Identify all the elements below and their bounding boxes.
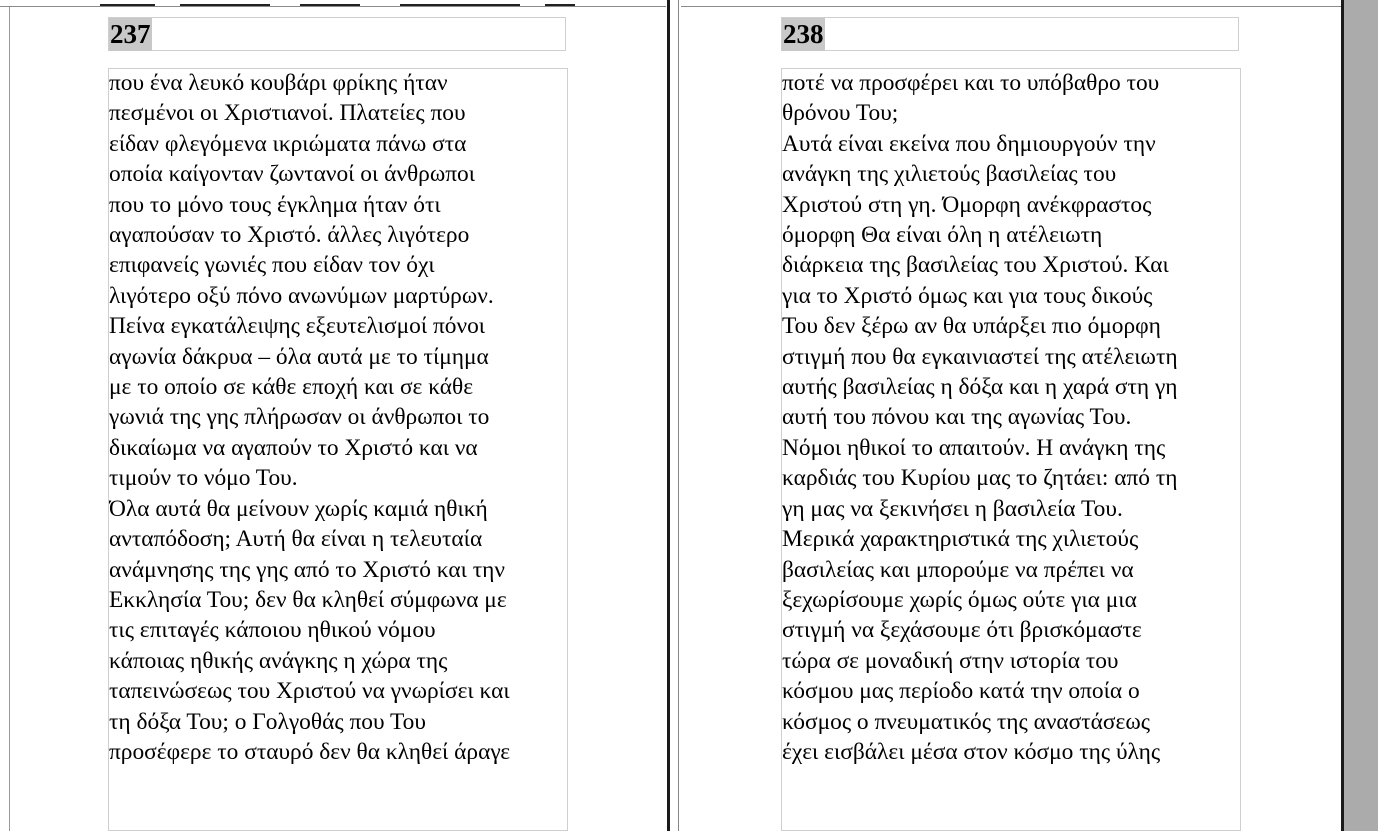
text-line: κόσμου μας περίοδο κατά την οποία ο xyxy=(782,678,1140,705)
text-line: κάποιας ηθικής ανάγκης η χώρα της xyxy=(109,647,448,674)
text-line: Όλα αυτά θα μείνουν χωρίς καμιά ηθική xyxy=(109,495,488,522)
text-line: για το Χριστό όμως και για τους δικούς xyxy=(782,282,1153,309)
text-line: με το οποίο σε κάθε εποχή και σε κάθε xyxy=(109,374,474,401)
page-number-frame[interactable] xyxy=(781,17,1239,51)
page-number-frame[interactable] xyxy=(108,17,566,51)
text-line: ξεχωρίσουμε χωρίς όμως ούτε για μια xyxy=(782,586,1137,613)
text-line: ποτέ να προσφέρει και το υπόβαθρο του xyxy=(782,70,1160,96)
scrollbar-area[interactable] xyxy=(1344,0,1378,831)
text-lines xyxy=(109,68,567,767)
text-line: αυτή του πόνου και της αγωνίας Του. xyxy=(782,404,1132,431)
text-line: τώρα σε μοναδική στην ιστορία του xyxy=(782,647,1119,674)
text-line: πεσμένοι οι Χριστιανοί. Πλατείες που xyxy=(109,100,466,127)
text-line: οποία καίγονταν ζωντανοί οι άνθρωποι xyxy=(109,161,476,188)
text-line: προσέφερε το σταυρό δεν θα κληθεί άραγε xyxy=(109,738,511,765)
text-line: Αυτά είναι εκείνα που δημιουργούν την xyxy=(782,130,1156,157)
text-line: γη μας να ξεκινήσει η βασιλεία Του. xyxy=(782,495,1123,522)
text-line: στιγμή που θα εγκαινιαστεί της ατέλειωτη xyxy=(782,343,1178,370)
page-gutter xyxy=(666,0,681,831)
text-line: καρδιάς του Κυρίου μας το ζητάει: από τη xyxy=(782,465,1178,492)
text-line: Μερικά χαρακτηριστικά της χιλιετούς xyxy=(782,526,1139,553)
text-line: στιγμή να ξεχάσουμε ότι βρισκόμαστε xyxy=(782,617,1142,644)
text-line: τη δόξα Του; ο Γολγοθάς που Του xyxy=(109,708,426,735)
text-line: επιφανείς γωνιές που είδαν τον όχι xyxy=(109,252,435,279)
text-line: Εκκλησία Του; δεν θα κληθεί σύμφωνα με xyxy=(109,586,507,613)
left-page xyxy=(9,7,667,831)
text-line: βασιλείας και μπορούμε να πρέπει να xyxy=(782,556,1134,583)
text-line: Του δεν ξέρω αν θα υπάρξει πιο όμορφη xyxy=(782,313,1161,340)
text-line: ανταπόδοση; Αυτή θα είναι η τελευταία xyxy=(109,526,483,553)
text-line: αγαπούσαν το Χριστό. άλλες λιγότερο xyxy=(109,222,470,249)
text-line: τιμούν το νόμο Του. xyxy=(109,465,298,492)
text-line: Χριστού στη γη. Όμορφη ανέκφραστος xyxy=(782,191,1152,218)
text-line: ανάγκη της χιλιετούς βασιλείας του xyxy=(782,161,1117,188)
text-line: Νόμοι ηθικοί το απαιτούν. Η ανάγκη της xyxy=(782,434,1166,461)
text-line: γωνιά της γης πλήρωσαν οι άνθρωποι το xyxy=(109,404,490,431)
text-line: λιγότερο οξύ πόνο ανωνύμων μαρτύρων. xyxy=(109,282,494,309)
page-number: 238 xyxy=(783,19,824,49)
text-line: ανάμνησης της γης από το Χριστό και την xyxy=(109,556,505,583)
text-line: διάρκεια της βασιλείας του Χριστού. Και xyxy=(782,252,1169,279)
text-line: αυτής βασιλείας η δόξα και η χαρά στη γη xyxy=(782,374,1178,401)
text-line: κόσμος ο πνευματικός της αναστάσεως xyxy=(782,708,1151,735)
right-page xyxy=(681,7,1341,831)
text-line: τις επιταγές κάποιου ηθικού νόμου xyxy=(109,617,436,644)
text-line: ταπεινώσεως του Χριστού να γνωρίσει και xyxy=(109,678,510,705)
text-lines xyxy=(782,68,1240,767)
text-line: δικαίωμα να αγαπούν το Χριστό και να xyxy=(109,434,478,461)
text-line: Πείνα εγκατάλειψης εξευτελισμοί πόνοι xyxy=(109,313,486,340)
text-line: όμορφη Θα είναι όλη η ατέλειωτη xyxy=(782,222,1103,249)
text-line: θρόνου Του; xyxy=(782,100,899,127)
text-line: έχει εισβάλει μέσα στον κόσμο της ύλης xyxy=(782,738,1161,765)
text-line: που το μόνο τους έγκλημα ήταν ότι xyxy=(109,191,441,218)
page-number: 237 xyxy=(110,19,151,49)
text-line: που ένα λευκό κουβάρι φρίκης ήταν xyxy=(109,70,448,96)
text-line: αγωνία δάκρυα – όλα αυτά με το τίμημα xyxy=(109,343,489,370)
text-frame[interactable] xyxy=(781,68,1241,831)
text-line: είδαν φλεγόμενα ικριώματα πάνω στα xyxy=(109,130,467,157)
text-frame[interactable] xyxy=(108,68,568,831)
